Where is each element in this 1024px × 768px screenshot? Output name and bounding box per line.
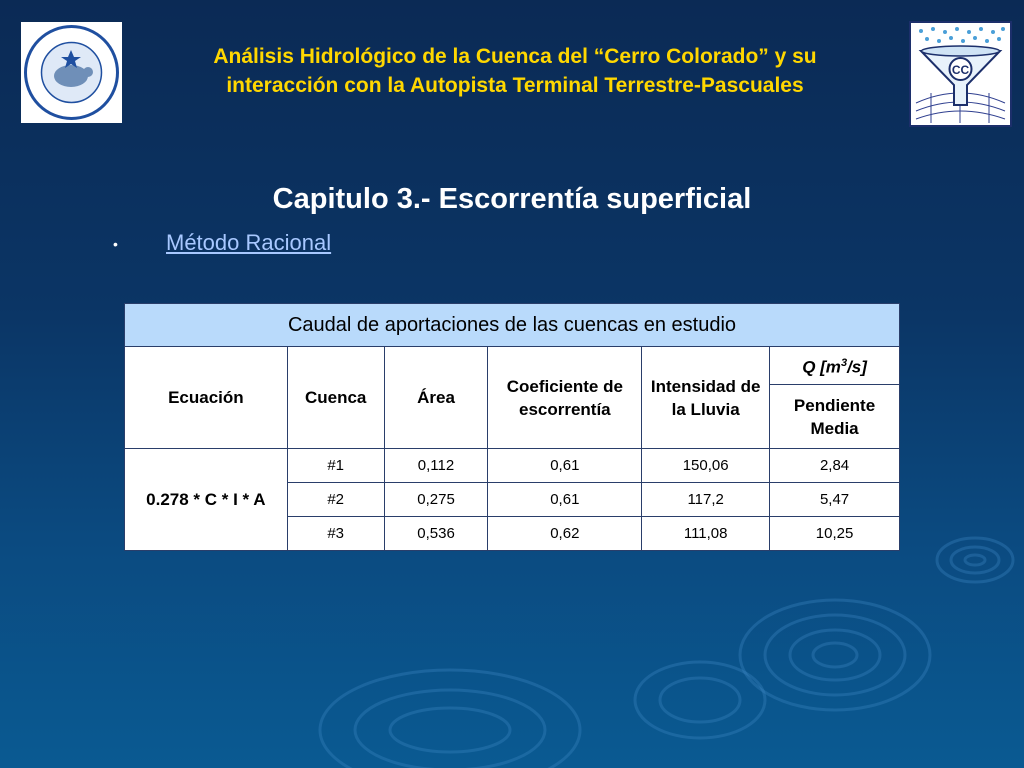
title-line-2: interacción con la Autopista Terminal Terrestre-Pascuales [226,74,804,97]
bullet-marker: • [113,236,118,252]
coef-cell: 0,62 [488,517,642,551]
presentation-title [130,42,900,100]
equation-cell: 0.278 * C * I * A [125,449,288,551]
header-basin: Cuenca [287,347,384,449]
q-cell: 10,25 [770,517,900,551]
cc-logo [909,21,1012,127]
runoff-table [124,303,900,551]
header-area: Área [384,347,488,449]
table-caption: Caudal de aportaciones de las cuencas en estudio [125,304,900,347]
basin-cell: #3 [287,517,384,551]
header-mean-slope: Pendiente Media [770,385,900,449]
header-rain-intensity: Intensidad de la Lluvia [642,347,770,449]
header-equation: Ecuación [125,347,288,449]
funnel-rain-icon [911,23,1010,125]
espol-seal-icon [21,22,122,123]
area-cell: 0,275 [384,483,488,517]
area-cell: 0,112 [384,449,488,483]
chapter-title: Capitulo 3.- Escorrentía superficial [272,183,752,215]
basin-cell: #1 [287,449,384,483]
q-unit-exponent: 3 [840,357,848,370]
header-runoff-coefficient: Coeficiente de escorrentía [488,347,642,449]
logo-lettering: CC [951,63,970,77]
metodo-racional-link[interactable]: Método Racional [166,230,332,255]
coef-cell: 0,61 [488,449,642,483]
coef-cell: 0,61 [488,483,642,517]
intensity-cell: 117,2 [642,483,770,517]
table-row [125,449,900,483]
basin-cell: #2 [287,483,384,517]
q-cell: 2,84 [770,449,900,483]
q-unit-prefix: Q [m [802,357,841,377]
q-unit-suffix: /s] [847,357,867,377]
header-q [770,347,900,385]
q-cell: 5,47 [770,483,900,517]
intensity-cell: 111,08 [642,517,770,551]
intensity-cell: 150,06 [642,449,770,483]
title-line-1: Análisis Hidrológico de la Cuenca del “Cerro Colorado” y su [213,45,817,68]
area-cell: 0,536 [384,517,488,551]
espol-logo [21,22,122,123]
